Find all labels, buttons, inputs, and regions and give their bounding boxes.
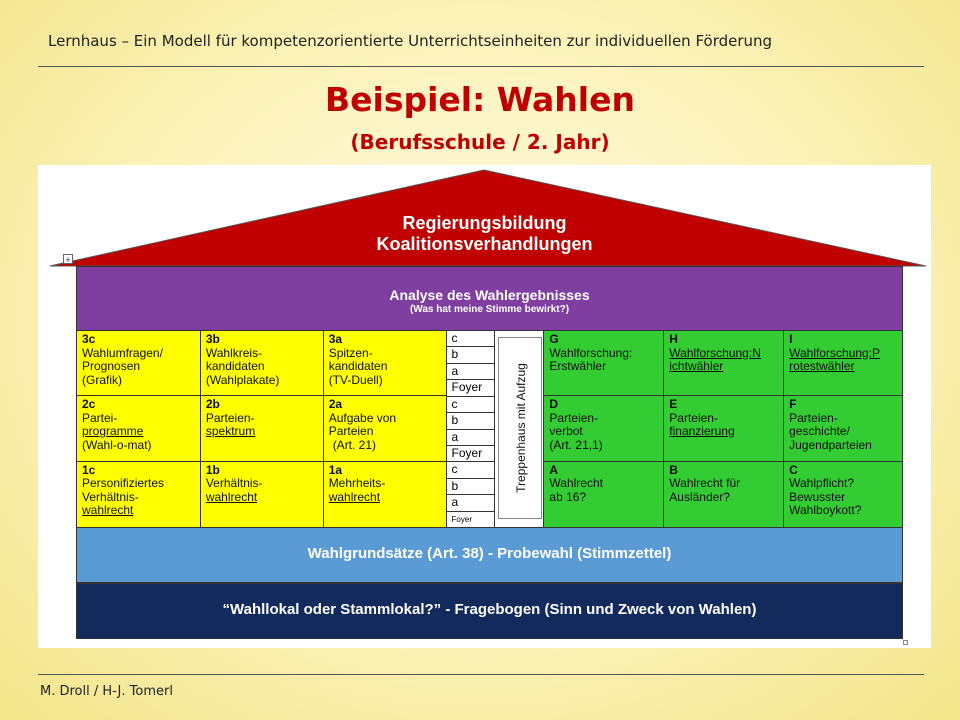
room-3a — [324, 331, 446, 396]
footer-authors: M. Droll / H-J. Tomerl — [40, 684, 173, 699]
room-2b — [201, 396, 323, 461]
level-a-label: a — [447, 495, 495, 511]
room-line: Erstwähler — [549, 359, 607, 373]
room-3c — [77, 331, 200, 396]
level-foyer-label: Foyer — [447, 380, 495, 396]
level-a-label: a — [447, 430, 495, 446]
lernhaus-diagram — [38, 165, 931, 648]
room-line: (Wahlplakate) — [205, 372, 280, 387]
column-c — [77, 331, 201, 527]
room-G — [544, 331, 663, 396]
top-divider — [38, 66, 924, 67]
room-line: Partei- — [82, 410, 118, 425]
room-line: Wahlpflicht? — [789, 476, 855, 491]
room-code: 2a — [328, 397, 343, 412]
bottom-divider — [38, 674, 924, 675]
level-a-label: a — [447, 364, 495, 380]
room-code: 1a — [328, 462, 343, 477]
room-line: Wahlrecht — [549, 476, 603, 491]
room-line: Ausländer? — [669, 489, 730, 504]
room-link[interactable]: spektrum — [205, 424, 256, 439]
room-code: 3c — [82, 332, 96, 346]
room-line: geschichte/ — [789, 424, 850, 439]
room-line: (Wahl-o-mat) — [82, 437, 152, 452]
page-title: Beispiel: Wahlen — [325, 80, 635, 119]
room-B — [664, 462, 783, 527]
column-a — [324, 331, 447, 527]
roof-line-2: Koalitionsverhandlungen — [376, 234, 593, 254]
room-3b — [201, 331, 323, 396]
room-link[interactable]: Wahlforschung:P — [789, 345, 881, 360]
level-foyer-label: Foyer — [447, 446, 495, 462]
column-b — [201, 331, 324, 527]
room-line: Wahlkreis- — [205, 345, 263, 360]
room-line: ab 16? — [549, 489, 587, 504]
room-link[interactable]: wahlrecht — [82, 503, 134, 518]
elevator-box — [498, 337, 542, 519]
level-b-label: b — [447, 479, 495, 495]
level-c-label: c — [447, 397, 495, 413]
room-line: verbot — [549, 424, 583, 439]
room-line: Verhältnis- — [205, 476, 263, 491]
room-line: Jugendparteien — [789, 437, 872, 452]
room-C — [784, 462, 902, 527]
room-line: (Art. 21,1) — [549, 437, 603, 452]
room-code: 2c — [82, 397, 96, 412]
column-ifc — [784, 331, 903, 527]
level-index — [447, 331, 496, 527]
foundation-band: “Wahllokal oder Stammlokal?” - Fragebogen (Sinn und Zweck von Wahlen) — [76, 583, 903, 639]
room-link[interactable]: wahlrecht — [205, 489, 258, 504]
room-E — [664, 396, 783, 461]
room-line: Aufgabe von — [328, 410, 397, 425]
stairwell-label: Treppenhaus mit Aufzug — [513, 363, 528, 493]
room-code: 2b — [205, 397, 220, 412]
analysis-title: Analyse des Wahlergebnisses — [389, 287, 590, 303]
room-2a — [324, 396, 446, 461]
level-c-label: c — [447, 331, 495, 347]
room-code: G — [549, 332, 559, 346]
room-line: Wahlboykott? — [789, 503, 862, 518]
room-link[interactable]: programme — [82, 424, 144, 439]
room-link[interactable]: Wahlforschung:N — [669, 345, 761, 360]
page-subtitle: (Berufsschule / 2. Jahr) — [350, 130, 610, 154]
room-code: 3a — [328, 332, 343, 346]
room-code: A — [549, 462, 559, 477]
room-link[interactable]: wahlrecht — [328, 489, 381, 504]
resize-handle[interactable] — [903, 640, 908, 645]
level-c-label: c — [447, 462, 495, 478]
room-line: (Art. 21) — [332, 437, 377, 452]
room-D — [544, 396, 663, 461]
room-line: Parteien- — [205, 410, 255, 425]
room-line: Parteien- — [549, 410, 599, 425]
house-body — [76, 266, 903, 639]
room-code: 1c — [82, 462, 96, 477]
room-line: Parteien- — [789, 410, 838, 425]
principles-band: Wahlgrundsätze (Art. 38) - Probewahl (Stimmzettel) — [76, 527, 903, 583]
room-line: Wahlforschung: — [549, 345, 633, 360]
room-line: Prognosen — [82, 359, 141, 373]
room-1b — [201, 462, 323, 527]
level-b-label: b — [447, 413, 495, 429]
room-line: Parteien — [328, 424, 374, 439]
room-1c — [77, 462, 200, 527]
room-code: 1b — [205, 462, 220, 477]
room-link[interactable]: finanzierung — [669, 424, 735, 439]
room-line: Parteien- — [669, 410, 718, 425]
room-line: Spitzen- — [328, 345, 373, 360]
room-line: Personifiziertes — [82, 476, 165, 491]
room-I — [784, 331, 902, 396]
room-line: Wahlrecht für — [669, 476, 741, 491]
room-line: kandidaten — [205, 359, 265, 373]
roof-text — [38, 213, 931, 255]
room-line: Verhältnis- — [82, 489, 139, 504]
analysis-subtitle: (Was hat meine Stimme bewirkt?) — [409, 304, 570, 315]
column-heb — [664, 331, 784, 527]
room-H — [664, 331, 783, 396]
room-code: H — [669, 332, 678, 346]
room-line: kandidaten — [328, 359, 388, 373]
roof-line-1: Regierungsbildung — [402, 213, 567, 233]
room-2c — [77, 396, 200, 461]
room-code: D — [549, 397, 559, 412]
room-A — [544, 462, 663, 527]
stairwell — [495, 331, 544, 527]
room-code: C — [789, 462, 798, 477]
room-code: I — [789, 332, 793, 346]
room-F — [784, 396, 902, 461]
room-line: Bewusster — [789, 489, 846, 504]
room-line: Mehrheits- — [328, 476, 386, 491]
room-line: (Grafik) — [82, 372, 122, 387]
room-line: (TV-Duell) — [328, 372, 383, 387]
room-grid — [76, 331, 903, 527]
room-1a — [324, 462, 446, 527]
level-foyer-label: Foyer — [447, 512, 495, 527]
analysis-band — [76, 266, 903, 331]
level-b-label: b — [447, 347, 495, 363]
header-text: Lernhaus – Ein Modell für kompetenzorientierte Unterrichtseinheiten zur individuellen Förderung — [48, 32, 773, 50]
room-code: F — [789, 397, 797, 412]
room-code: 3b — [205, 332, 220, 346]
room-link[interactable]: rotestwähler — [789, 359, 855, 373]
room-code: B — [669, 462, 678, 477]
room-link[interactable]: ichtwähler — [669, 359, 724, 373]
column-gda — [544, 331, 664, 527]
table-move-handle-icon[interactable]: + — [63, 254, 73, 264]
room-line: Wahlumfragen/ — [82, 345, 163, 360]
room-code: E — [669, 397, 678, 412]
